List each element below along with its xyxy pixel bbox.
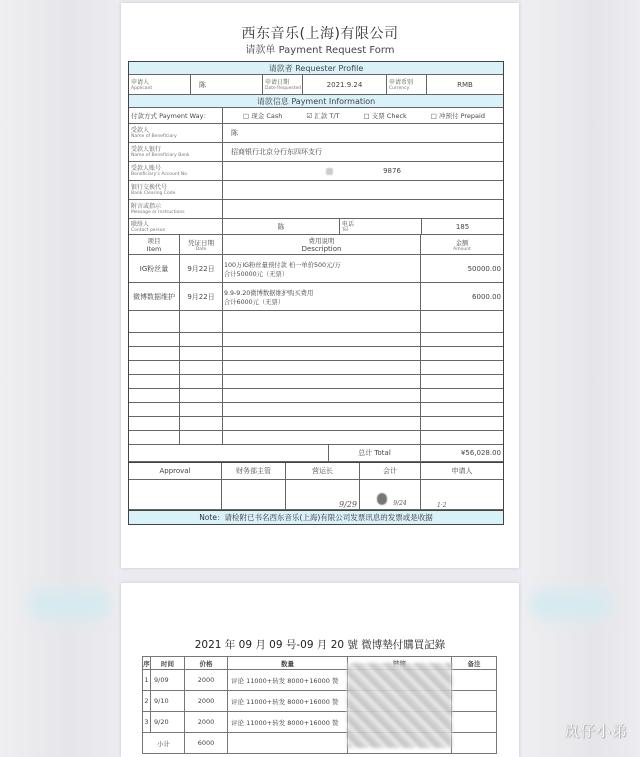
label-en: Message or Instructions [131,210,185,215]
row-remark [452,670,497,691]
message-value [223,200,503,218]
message-label [129,200,223,218]
empty-item-row [129,333,503,347]
payment-form-table [128,61,504,525]
item-amount [421,283,503,310]
row-no: 3 [143,712,151,733]
value: 陈 [231,129,238,137]
row-time: 9/09 [151,670,185,691]
tel-value [422,219,503,234]
applicant-sign-label [421,463,503,479]
applicant-value [191,75,263,94]
amount-col-header [421,235,503,254]
header-en: Amount [453,246,471,252]
subtotal-value: 6000 [185,733,228,754]
payment-way-row [129,108,503,124]
clearing-code-row [129,181,503,200]
contact-row [129,219,503,235]
approval-label [129,463,222,479]
option-label: 现金 Cash [251,112,283,120]
row-quantity: 评论 11000+转发 8000+16000 赞 [228,670,348,691]
label-en: Tel [342,227,349,233]
item-description [223,255,421,282]
contact-label [129,219,223,234]
date-col-header [180,235,223,254]
empty-item-row [129,389,503,403]
total-label [329,445,421,461]
finance-director-signature [222,480,286,509]
approval-signature-row [129,480,503,510]
row-remark [452,691,497,712]
value: 2021.9.24 [326,80,363,89]
value: 6000.00 [472,292,501,301]
header-en: Date [195,246,207,252]
currency-value [427,75,503,94]
option-label: 冲预付 Prepaid [439,112,485,120]
label: 总计 Total [358,449,391,457]
label-cn: 银行交换代号 [131,184,168,191]
col-header-quantity: 数量 [228,657,348,670]
label-cn: 申请人 [131,78,150,86]
label-en: Name of Beneficiary [131,134,177,139]
subtotal-label: 小计 [143,733,185,754]
empty-item-row [129,417,503,431]
label-en: Currency [389,85,410,91]
coo-label [286,463,360,479]
watermark-text: 岚仔小弟 [563,722,628,740]
company-name: 西东音乐(上海)有限公司 [241,26,399,42]
accountant-signature [360,480,421,509]
label: 付款方式 Payment Way： [131,112,210,120]
accountant-label [360,463,421,479]
value: 9月22日 [187,264,215,273]
beneficiary-value [223,124,503,142]
payment-option-tt[interactable] [306,111,339,120]
checkbox-checked-icon: ☑ [306,112,313,120]
label-cn: 申请日期 [265,78,290,86]
items-header-row [129,235,503,255]
item-description [223,283,421,310]
label: 营运长 [312,467,333,475]
header-cn: 金额 [455,238,469,247]
applicant-signature [421,480,503,509]
payment-way-options [223,108,503,123]
empty-cell [228,733,348,754]
coo-signature [286,480,360,509]
value: ¥56,028.00 [460,449,501,457]
label-en: Contact person [131,227,166,233]
label-cn: 附言或指示 [131,203,162,210]
clearing-code-value [223,181,503,199]
message-row [129,200,503,219]
date-requested-value [303,75,387,94]
item-row [129,255,503,283]
blurred-background-right [522,0,640,757]
row-quantity: 评论 11000+转发 8000+16000 赞 [228,712,348,733]
empty-cell [452,733,497,754]
value: IG粉丝量 [139,264,169,273]
header-en: Item [146,245,162,253]
label-cn: 受款人银行 [131,146,162,153]
weibo-purchase-record-page [121,583,519,757]
label: 申请人 [451,467,473,475]
account-no-value [223,162,503,180]
currency-label [387,75,427,94]
blurred-background-left [0,0,118,757]
account-no-row [129,162,503,181]
blurred-blob [30,590,110,620]
payment-way-label [129,108,223,123]
total-value [421,445,503,461]
row-time: 9/10 [151,691,185,712]
row-time: 9/20 [151,712,185,733]
description-col-header [223,235,421,254]
total-row [129,445,503,462]
header-cn: 项目 [147,237,161,245]
row-price: 2000 [185,670,228,691]
col-header-price: 价格 [185,657,228,670]
label-cn: 电话 [342,220,355,228]
item-col-header [129,235,180,254]
row-no: 1 [143,670,151,691]
handwritten-signature: 9/24 [393,500,407,507]
item-amount [421,255,503,282]
label-en: Beneficiary's Account No [131,172,188,177]
record-title: 2021 年 09 月 09 号-09 月 20 號 微博墊付購買記錄 [194,639,446,651]
item-name [129,255,180,282]
value: 9.9-9.20微博数据维护购买费用 [224,289,314,297]
header-en: Description [301,245,342,253]
date-requested-label [263,75,303,94]
beneficiary-row [129,124,503,143]
value: 合计50000元（无票） [224,270,289,278]
beneficiary-bank-value [223,143,503,161]
payment-option-check[interactable] [363,111,406,120]
item-name [129,283,180,310]
requester-profile-header: 请款者 Requester Profile [129,62,503,75]
item-row [129,283,503,311]
col-header-no: 序 [143,657,151,670]
beneficiary-bank-label [129,143,223,161]
redaction-blur [326,168,333,175]
value: RMB [457,80,473,89]
label-cn: 受款人账号 [131,165,162,172]
redaction-blur [377,493,387,505]
payment-option-prepaid[interactable] [431,111,485,120]
payment-option-cash[interactable] [243,111,282,120]
clearing-code-label [129,181,223,199]
form-title: 请款单 Payment Request Form [245,45,395,56]
empty-item-row [129,347,503,361]
header-cn: 凭证日期 [188,238,214,247]
finance-director-label [222,463,286,479]
requester-row [129,75,503,95]
value: 招商银行北京分行东四环支行 [231,148,322,156]
empty-item-row [129,311,503,333]
empty-item-row [129,403,503,417]
label-en: Applicant [131,85,153,91]
mosaic-redaction [347,663,452,748]
beneficiary-bank-row [129,143,503,162]
row-remark [452,712,497,733]
option-label: 汇款 T/T [314,112,340,120]
handwritten-signature: 1·2 [437,502,447,509]
empty-item-row [129,375,503,389]
empty-item-row [129,431,503,445]
checkbox-icon: □ [430,112,437,120]
value: 50000.00 [467,264,501,273]
label: Approval [159,467,191,475]
item-date [180,255,223,282]
value: 100万IG粉丝量预付款 柏一单价500元/万 [224,261,341,269]
label-cn: 受款人 [131,127,150,134]
label: 财务部主管 [236,467,271,475]
checkbox-icon: □ [363,112,370,120]
row-price: 2000 [185,712,228,733]
payment-request-form-page [121,3,519,568]
value: 9月22日 [187,292,215,301]
approval-header-row [129,462,503,480]
tel-label [340,219,422,234]
contact-value [223,219,340,234]
blurred-blob [530,590,610,620]
row-no: 2 [143,691,151,712]
row-price: 2000 [185,691,228,712]
label-cn: 联络人 [131,220,150,228]
account-no-label [129,162,223,180]
row-quantity: 评论 11000+转发 8000+16000 赞 [228,691,348,712]
approval-signature [129,480,222,509]
label-en: Bank Clearing Code [131,191,176,196]
label-en: Date Requested [265,85,302,91]
label: 会计 [383,467,397,475]
value: 微博数据维护 [133,292,175,301]
label-cn: 申请币别 [389,78,414,86]
item-date [180,283,223,310]
option-label: 支票 Check [371,112,407,120]
col-header-time: 时间 [151,657,185,670]
col-header-remark: 备注 [452,657,497,670]
applicant-label [129,75,191,94]
header-cn: 费用说明 [308,237,335,245]
value: 185 [455,222,470,231]
note-footer: Note：请检附已书名西东音乐(上海)有限公司发票讯息的发票或是收据 [129,510,503,524]
payment-information-header: 请款信息 Payment Information [129,95,503,108]
value: 合计6000元（无票） [224,298,285,306]
beneficiary-label [129,124,223,142]
value: 陈 [277,222,285,231]
handwritten-signature: 9/29 [339,500,357,509]
checkbox-icon: □ [243,112,250,120]
value: 陈 [199,80,206,89]
value: 9876 [383,167,401,175]
empty-item-row [129,361,503,375]
label-en: Name of Beneficiary Bank [131,153,190,158]
total-spacer [129,445,329,461]
